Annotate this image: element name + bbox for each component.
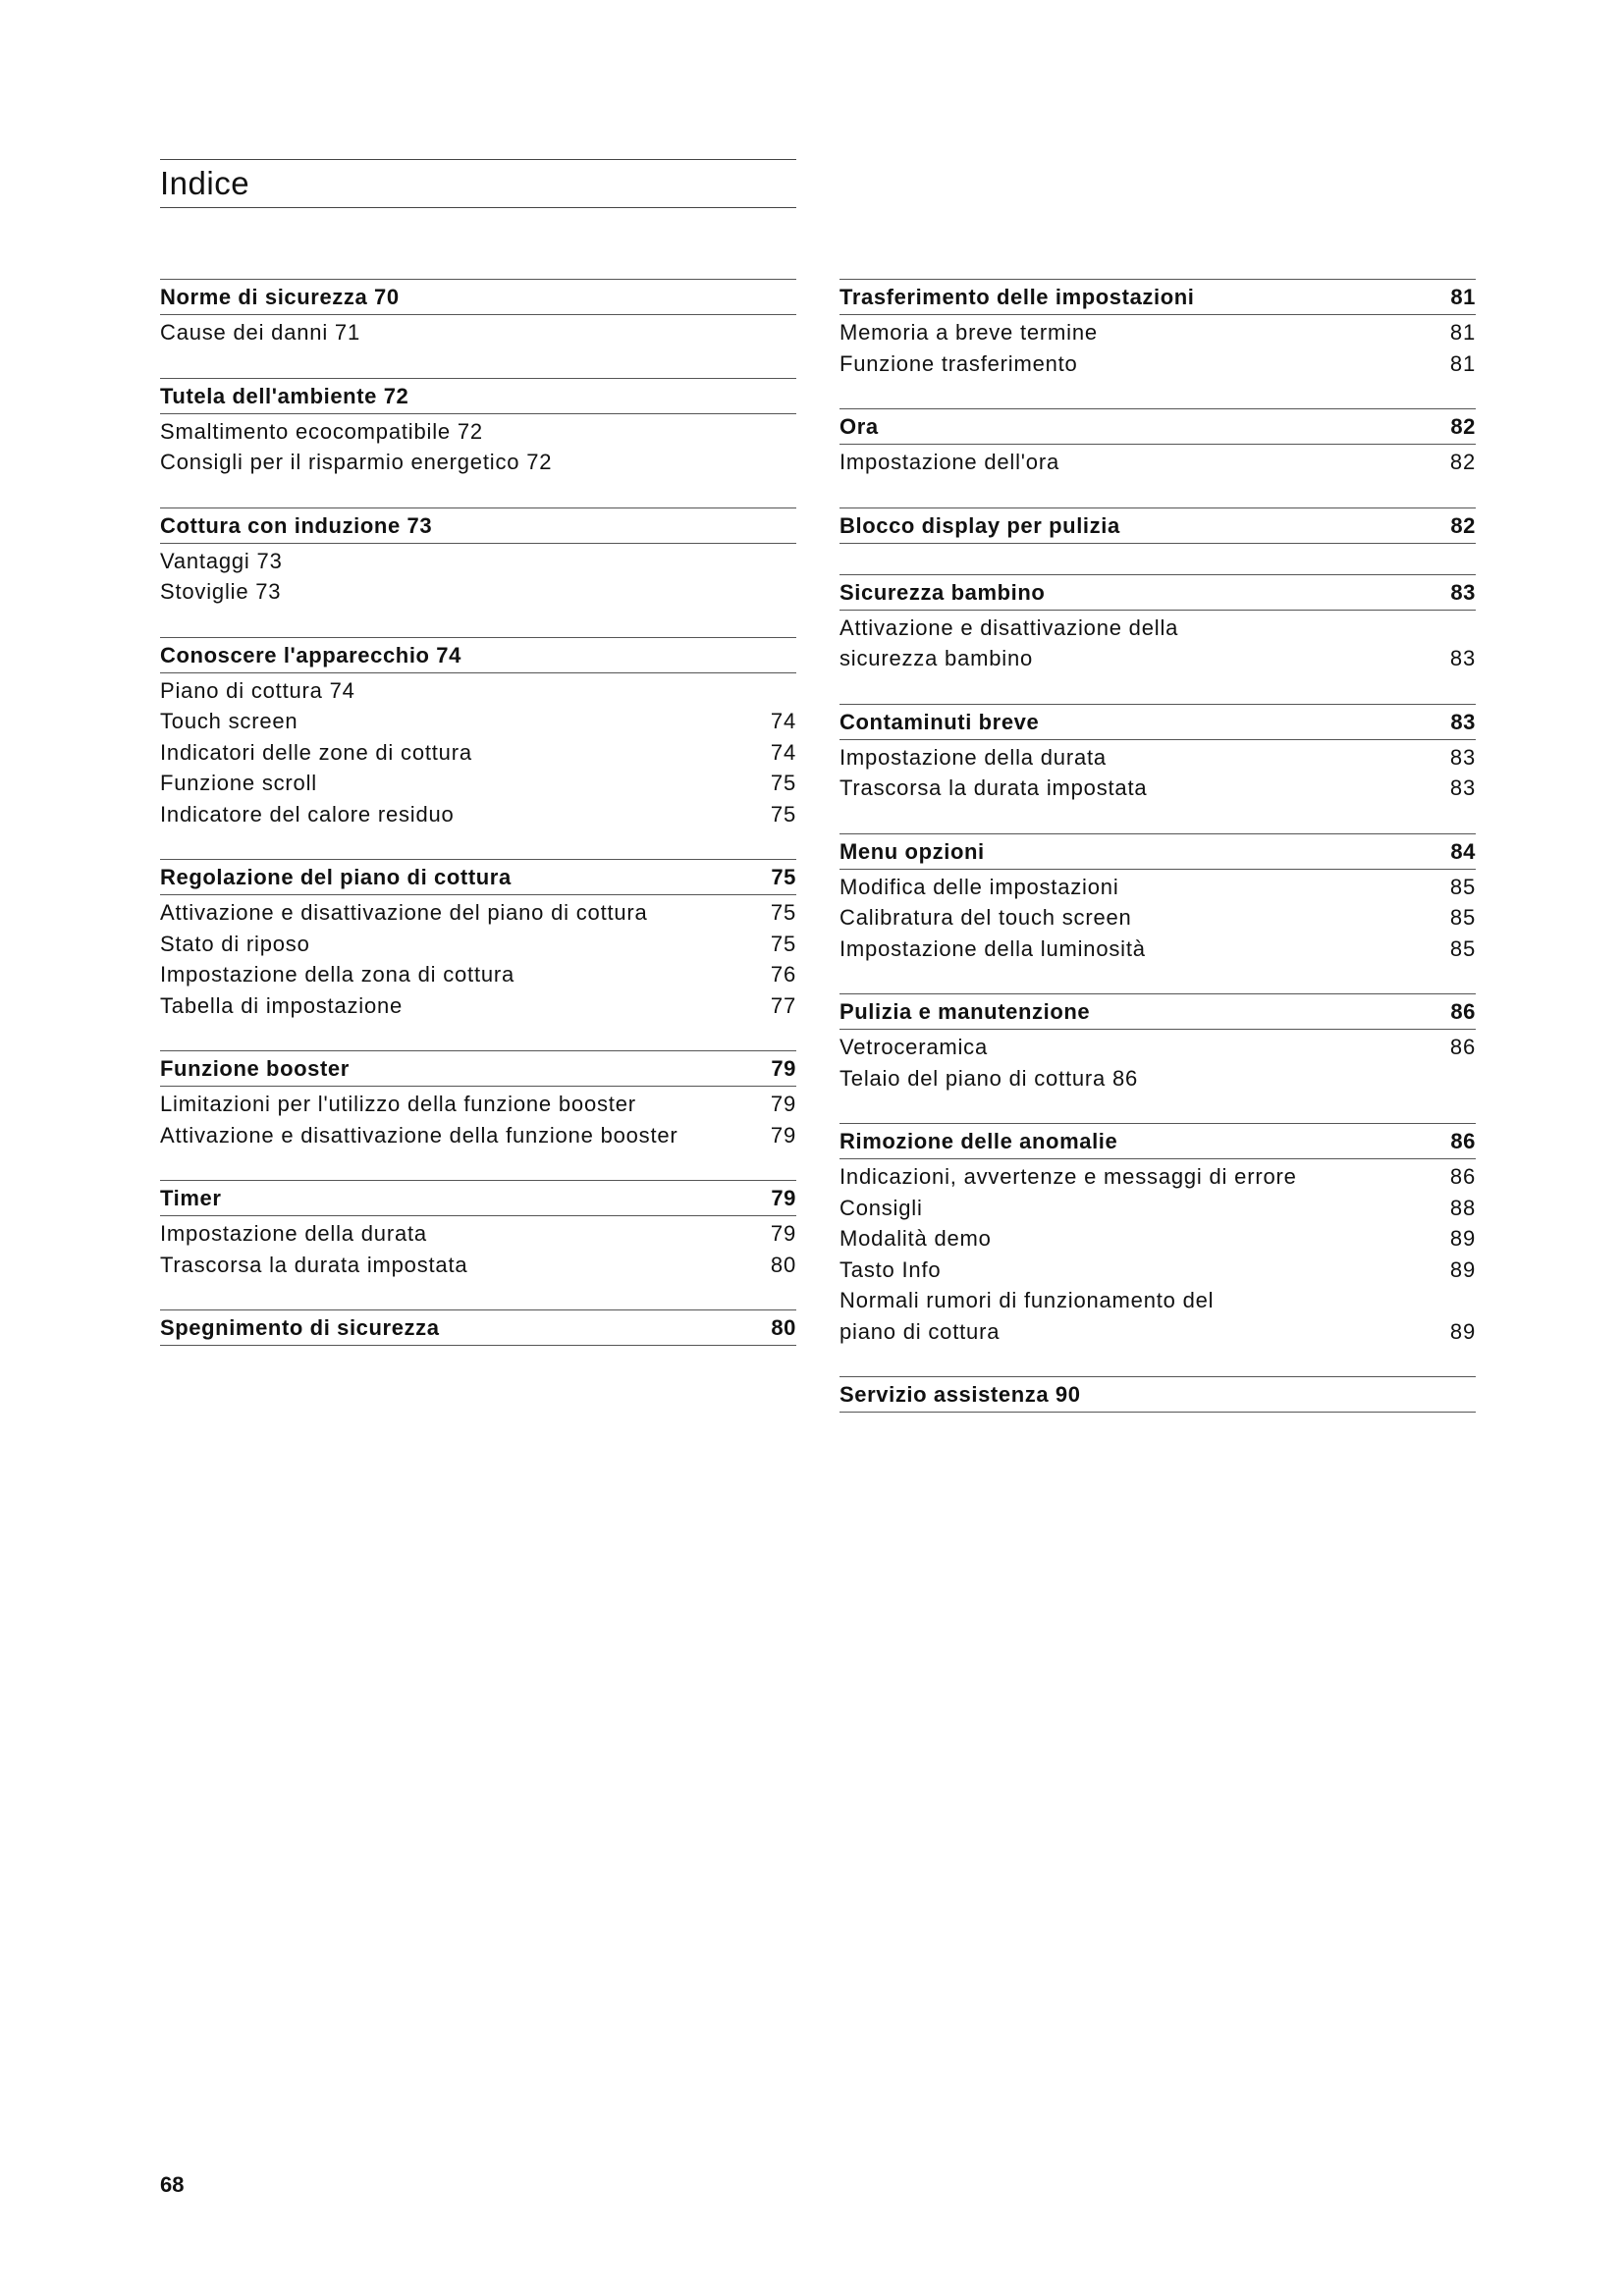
toc-entry-title: Calibratura del touch screen: [839, 905, 1132, 930]
toc-entry[interactable]: [160, 767, 796, 798]
toc-entry-page: 79: [770, 1092, 796, 1116]
toc-section-title: Funzione booster: [160, 1056, 350, 1081]
toc-entry-title: Consigli: [839, 1195, 923, 1220]
toc-section-page: 82: [1450, 414, 1476, 439]
toc-section: [160, 507, 796, 607]
toc-section-page: 80: [771, 1315, 796, 1340]
toc-entry-page: 85: [1449, 905, 1476, 930]
toc-section: [160, 279, 796, 347]
toc-entry[interactable]: [839, 741, 1476, 773]
toc-entry[interactable]: [839, 1062, 1476, 1094]
toc-right-column: [839, 279, 1476, 1443]
toc-entry-title: Piano di cottura 74: [160, 677, 355, 703]
toc-section: [839, 279, 1476, 378]
toc-entry[interactable]: [839, 871, 1476, 902]
toc-entry-title: Memoria a breve termine: [839, 320, 1098, 345]
toc-left-column: [160, 279, 796, 1376]
toc-entry-title: Stoviglie 73: [160, 579, 282, 604]
toc-section-page: 83: [1450, 709, 1476, 734]
page-number: 68: [160, 2172, 185, 2197]
toc-section-title: Pulizia e manutenzione: [839, 999, 1091, 1024]
toc-entry-page: 75: [770, 771, 796, 795]
toc-section-page: 81: [1450, 285, 1476, 309]
toc-section-heading[interactable]: [160, 859, 796, 895]
toc-section: [839, 833, 1476, 964]
toc-entry-page: 79: [770, 1122, 796, 1148]
toc-entry[interactable]: [160, 989, 796, 1021]
toc-entry[interactable]: [839, 1192, 1476, 1223]
toc-entry[interactable]: [160, 736, 796, 768]
toc-entry[interactable]: [160, 1217, 796, 1249]
toc-entry-page: 80: [770, 1252, 796, 1277]
toc-entry-page: 81: [1449, 350, 1476, 376]
toc-section: [839, 408, 1476, 477]
toc-entry-page: 89: [1449, 1226, 1476, 1251]
toc-entry[interactable]: [160, 575, 796, 607]
toc-section-heading[interactable]: [160, 1180, 796, 1216]
toc-entry[interactable]: [160, 415, 796, 447]
toc-entry-title: Modalità demo: [839, 1226, 992, 1251]
toc-section-title: Tutela dell'ambiente 72: [160, 383, 409, 408]
toc-entry-title: Trascorsa la durata impostata: [160, 1252, 468, 1277]
toc-entry[interactable]: [160, 316, 796, 347]
toc-entry[interactable]: [160, 1088, 796, 1119]
toc-section-title: Blocco display per pulizia: [839, 512, 1120, 538]
toc-entry[interactable]: [839, 1315, 1476, 1347]
toc-section-heading[interactable]: [160, 507, 796, 544]
toc-entry-title: Attivazione e disattivazione della: [839, 614, 1179, 640]
toc-section-page: 86: [1450, 999, 1476, 1024]
toc-section-heading[interactable]: [839, 1376, 1476, 1413]
toc-section-heading[interactable]: [839, 574, 1476, 611]
toc-entry-page: 74: [770, 709, 796, 733]
toc-entry[interactable]: [160, 545, 796, 576]
toc-entry[interactable]: [839, 772, 1476, 803]
toc-entry-page: 75: [770, 931, 796, 956]
toc-entry[interactable]: [839, 642, 1476, 673]
toc-entry-title: Normali rumori di funzionamento del: [839, 1288, 1215, 1312]
toc-entry-title: Impostazione della zona di cottura: [160, 962, 515, 987]
toc-section: [160, 1050, 796, 1149]
toc-entry-title: Consigli per il risparmio energetico 72: [160, 450, 553, 474]
toc-entry-title: Touch screen: [160, 709, 298, 733]
toc-section-page: 84: [1450, 838, 1476, 864]
toc-section-page: 83: [1450, 579, 1476, 605]
toc-entry-title: Funzione scroll: [160, 771, 317, 795]
toc-entry-title: Impostazione della durata: [160, 1221, 427, 1246]
toc-section-title: Rimozione delle anomalie: [839, 1129, 1118, 1153]
toc-entry-title: Modifica delle impostazioni: [839, 874, 1119, 899]
toc-entry-page: 81: [1449, 320, 1476, 345]
toc-section: [839, 507, 1476, 544]
toc-entry-title: Vetroceramica: [839, 1035, 989, 1059]
toc-section-page: 79: [771, 1056, 796, 1081]
toc-entry-page: 89: [1449, 1318, 1476, 1344]
toc-section-page: 75: [771, 865, 796, 889]
toc-section-heading[interactable]: [839, 833, 1476, 870]
toc-entry-page: 83: [1449, 775, 1476, 800]
toc-entry-page: 86: [1449, 1035, 1476, 1059]
toc-entry-title: Vantaggi 73: [160, 548, 283, 573]
index-title-block: [160, 159, 796, 208]
toc-entry[interactable]: [839, 316, 1476, 347]
toc-entry[interactable]: [160, 958, 796, 989]
toc-section: [160, 637, 796, 829]
toc-section-heading[interactable]: [839, 993, 1476, 1030]
toc-section-heading[interactable]: [160, 637, 796, 673]
toc-entry-title: Cause dei danni 71: [160, 320, 360, 345]
toc-entry-title: Funzione trasferimento: [839, 350, 1078, 376]
toc-entry[interactable]: [839, 1222, 1476, 1254]
toc-section-title: Regolazione del piano di cottura: [160, 865, 512, 889]
toc-entry-title: Impostazione della durata: [839, 744, 1107, 770]
toc-entry-title: Stato di riposo: [160, 931, 310, 956]
toc-section-heading[interactable]: [160, 378, 796, 414]
toc-entry-page: 83: [1449, 744, 1476, 770]
toc-section-page: 86: [1450, 1129, 1476, 1153]
toc-section-heading[interactable]: [160, 1309, 796, 1346]
toc-section: [839, 993, 1476, 1093]
toc-entry-page: 75: [770, 900, 796, 925]
toc-entry-page: 83: [1449, 646, 1476, 670]
toc-entry-page: 86: [1449, 1164, 1476, 1189]
toc-entry-page: 79: [770, 1221, 796, 1246]
toc-entry-page: 77: [770, 992, 796, 1018]
toc-section: [160, 1180, 796, 1279]
toc-section-title: Conoscere l'apparecchio 74: [160, 642, 461, 667]
toc-entry-title: Tasto Info: [839, 1256, 942, 1282]
toc-section-page: 82: [1450, 512, 1476, 538]
toc-entry-title: Indicatori delle zone di cottura: [160, 739, 472, 765]
toc-entry-page: 85: [1449, 935, 1476, 961]
toc-entry-page: 76: [770, 962, 796, 987]
toc-entry[interactable]: [160, 798, 796, 829]
toc-entry-page: 75: [770, 801, 796, 827]
toc-entry[interactable]: [839, 933, 1476, 964]
toc-section-title: Ora: [839, 414, 879, 439]
toc-entry-title: Indicatore del calore residuo: [160, 801, 455, 827]
toc-section: [839, 1123, 1476, 1346]
toc-entry-title: Smaltimento ecocompatibile 72: [160, 418, 483, 444]
toc-section: [160, 859, 796, 1020]
toc-section: [160, 1309, 796, 1346]
toc-entry[interactable]: [160, 674, 796, 706]
toc-section-title: Timer: [160, 1186, 222, 1210]
toc-entry[interactable]: [839, 1284, 1476, 1315]
toc-section-title: Trasferimento delle impostazioni: [839, 285, 1195, 309]
toc-section-title: Menu opzioni: [839, 838, 985, 864]
toc-section: [839, 1376, 1476, 1413]
toc-entry[interactable]: [839, 446, 1476, 477]
toc-section: [839, 574, 1476, 673]
toc-entry[interactable]: [839, 1254, 1476, 1285]
toc-section-page: 79: [771, 1186, 796, 1210]
toc-section: [160, 378, 796, 477]
toc-section-heading[interactable]: [839, 507, 1476, 544]
toc-entry-title: Trascorsa la durata impostata: [839, 775, 1148, 800]
toc-section-title: Spegnimento di sicurezza: [160, 1315, 440, 1340]
toc-entry-title: sicurezza bambino: [839, 646, 1034, 670]
toc-entry[interactable]: [839, 1031, 1476, 1062]
toc-section-title: Norme di sicurezza 70: [160, 285, 400, 309]
toc-entry[interactable]: [160, 705, 796, 736]
toc-section-title: Sicurezza bambino: [839, 579, 1046, 605]
page-title: Indice: [160, 165, 250, 201]
toc-section-heading[interactable]: [839, 1123, 1476, 1159]
toc-section: [839, 704, 1476, 803]
toc-section-heading[interactable]: [839, 704, 1476, 740]
toc-entry-title: Impostazione dell'ora: [839, 450, 1060, 474]
toc-section-heading[interactable]: [160, 1050, 796, 1087]
toc-section-heading[interactable]: [160, 279, 796, 315]
toc-entry[interactable]: [839, 612, 1476, 643]
toc-entry-title: Limitazioni per l'utilizzo della funzione booster: [160, 1092, 636, 1116]
toc-entry-title: piano di cottura: [839, 1318, 1001, 1344]
toc-entry-page: 85: [1449, 874, 1476, 899]
toc-entry-page: 89: [1449, 1256, 1476, 1282]
toc-entry[interactable]: [160, 446, 796, 477]
toc-entry-page: 82: [1449, 450, 1476, 474]
toc-entry-title: Telaio del piano di cottura 86: [839, 1065, 1139, 1091]
toc-entry-title: Indicazioni, avvertenze e messaggi di errore: [839, 1164, 1297, 1189]
toc-entry-title: Attivazione e disattivazione della funzione booster: [160, 1122, 678, 1148]
toc-section-title: Servizio assistenza 90: [839, 1382, 1081, 1407]
toc-entry[interactable]: [160, 896, 796, 928]
toc-entry[interactable]: [839, 1160, 1476, 1192]
toc-entry[interactable]: [160, 928, 796, 959]
toc-entry-page: 74: [770, 739, 796, 765]
toc-section-title: Cottura con induzione 73: [160, 512, 433, 538]
toc-entry[interactable]: [160, 1249, 796, 1280]
toc-section-heading[interactable]: [839, 279, 1476, 315]
toc-entry-title: Tabella di impostazione: [160, 992, 404, 1018]
toc-section-heading[interactable]: [839, 408, 1476, 445]
toc-entry-title: Attivazione e disattivazione del piano di cottura: [160, 900, 648, 925]
toc-entry[interactable]: [839, 347, 1476, 379]
toc-entry[interactable]: [839, 901, 1476, 933]
toc-entry-page: 88: [1449, 1195, 1476, 1220]
toc-section-title: Contaminuti breve: [839, 709, 1040, 734]
toc-entry[interactable]: [160, 1119, 796, 1150]
toc-entry-title: Impostazione della luminosità: [839, 935, 1146, 961]
